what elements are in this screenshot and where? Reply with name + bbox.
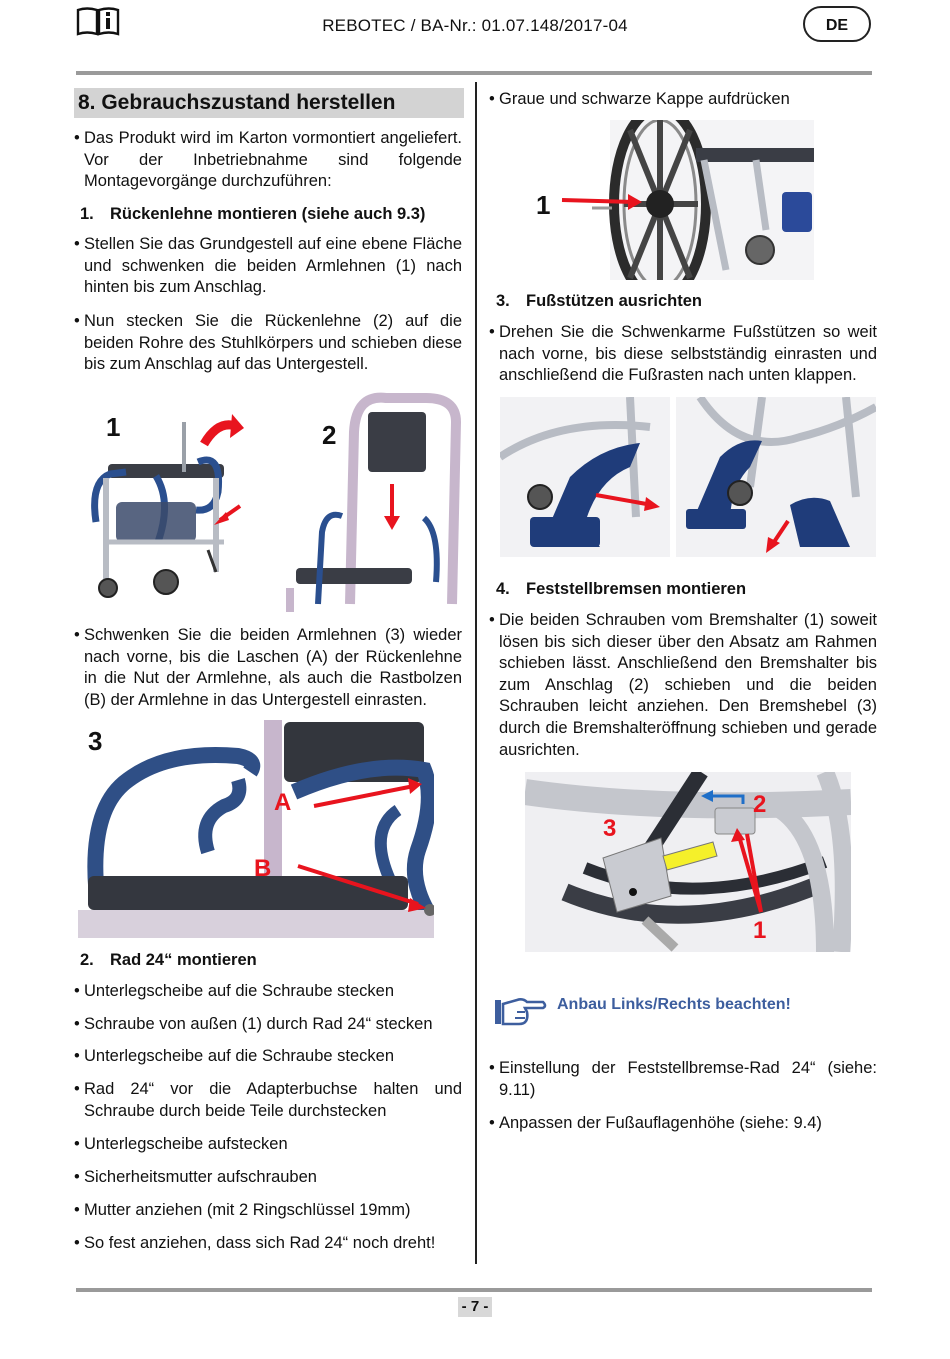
figure-wheel-cap: [530, 120, 814, 280]
final-bullet-2: • Anpassen der Fußauflagenhöhe (siehe: 9.4): [489, 1114, 822, 1132]
figure-backrest-mount: [86, 392, 464, 612]
step2-bullet-3: • Unterlegscheibe auf die Schraube stecken: [74, 1047, 395, 1065]
step2-bullet-8: • So fest anziehen, dass sich Rad 24“ noch dreht!: [74, 1234, 436, 1252]
section-title: 8. Gebrauchszustand herstellen: [74, 88, 464, 118]
step3-heading: 3. Fußstützen ausrichten: [496, 292, 703, 310]
figure-footrest-align: [500, 397, 876, 557]
final-bullet-1: • Einstellung der Feststellbremse-Rad 24“ (siehe: 9.11): [489, 1059, 877, 1099]
page-number: - 7 -: [458, 1297, 492, 1317]
step1-heading: 1. Rückenlehne montieren (siehe auch 9.3): [80, 205, 426, 223]
step4-bullet: • Die beiden Schrauben vom Bremshalter (1) soweit lösen bis sich dieser über den Absatz am Rahmen schieben lässt. Anschließend den Bremshalter bis zum Anschlag (2) schieben und die beiden Schrauben leicht anziehen. Den Bremshebel (3) durch die Bremshalteröffnung schieben und gerade ausrichten.: [489, 611, 877, 759]
fig3-label-1: 1: [536, 190, 551, 220]
document-header-title: REBOTEC / BA-Nr.: 01.07.148/2017-04: [322, 16, 628, 35]
step3-bullet: • Drehen Sie die Schwenkarme Fußstützen so weit nach vorne, bis diese selbstständig einrasten und anschließend die Fußrasten nach unten klappen.: [489, 323, 877, 385]
step2-bullet-7: • Mutter anziehen (mit 2 Ringschlüssel 19mm): [74, 1201, 411, 1219]
fig2-label-b: B: [254, 855, 272, 882]
step2-bullet-5: • Unterlegscheibe aufstecken: [74, 1135, 288, 1153]
fig1-label-1: 1: [106, 412, 121, 442]
step1-bullet-2: • Nun stecken Sie die Rückenlehne (2) auf die beiden Rohre des Stuhlkörpers und schieben diese bis zum Anschlag auf das Untergestell.: [74, 312, 462, 374]
column-divider: [475, 82, 477, 1264]
fig2-label-3: 3: [88, 726, 103, 756]
figure-armrest-lock: [78, 720, 434, 938]
fig1-label-2: 2: [322, 420, 337, 450]
fig5-label-2: 2: [753, 791, 767, 818]
step1-bullet-1: • Stellen Sie das Grundgestell auf eine ebene Fläche und schwenken die beiden Armlehnen (1) nach hinten bis zum Anschlag.: [74, 235, 462, 297]
step2-heading: 2. Rad 24“ montieren: [80, 951, 257, 969]
step1-bullet-3: • Schwenken Sie die beiden Armlehnen (3) wieder nach vorne, bis die Laschen (A) der Rückenlehne in die Nut der Armlehne, als auch die Rastbolzen (B) der Armlehne in das Untergestell einrasten.: [74, 626, 462, 709]
hint-text: Anbau Links/Rechts beachten!: [557, 996, 791, 1013]
fig5-label-1: 1: [753, 917, 767, 944]
figure-brake-mount: [525, 772, 851, 952]
step2-bullet-4: • Rad 24“ vor die Adapterbuchse halten und Schraube durch beide Teile durchstecken: [74, 1080, 462, 1120]
step2-bullet-2: • Schraube von außen (1) durch Rad 24“ stecken: [74, 1015, 433, 1033]
cap-bullet: • Graue und schwarze Kappe aufdrücken: [489, 90, 790, 108]
step2-bullet-6: • Sicherheitsmutter aufschrauben: [74, 1168, 317, 1186]
fig5-label-3: 3: [603, 815, 617, 842]
header-rule: [76, 71, 872, 75]
step2-bullet-1: • Unterlegscheibe auf die Schraube stecken: [74, 982, 395, 1000]
step4-heading: 4. Feststellbremsen montieren: [496, 580, 747, 598]
pointing-hand-icon: [493, 994, 547, 1028]
intro-bullet: • Das Produkt wird im Karton vormontiert angeliefert. Vor der Inbetriebnahme sind folgende Montagevorgänge durchzuführen:: [74, 129, 462, 191]
manual-info-icon: [76, 6, 120, 36]
fig2-label-a: A: [274, 789, 292, 816]
language-badge: DE: [803, 6, 871, 42]
footer-rule: [76, 1288, 872, 1292]
